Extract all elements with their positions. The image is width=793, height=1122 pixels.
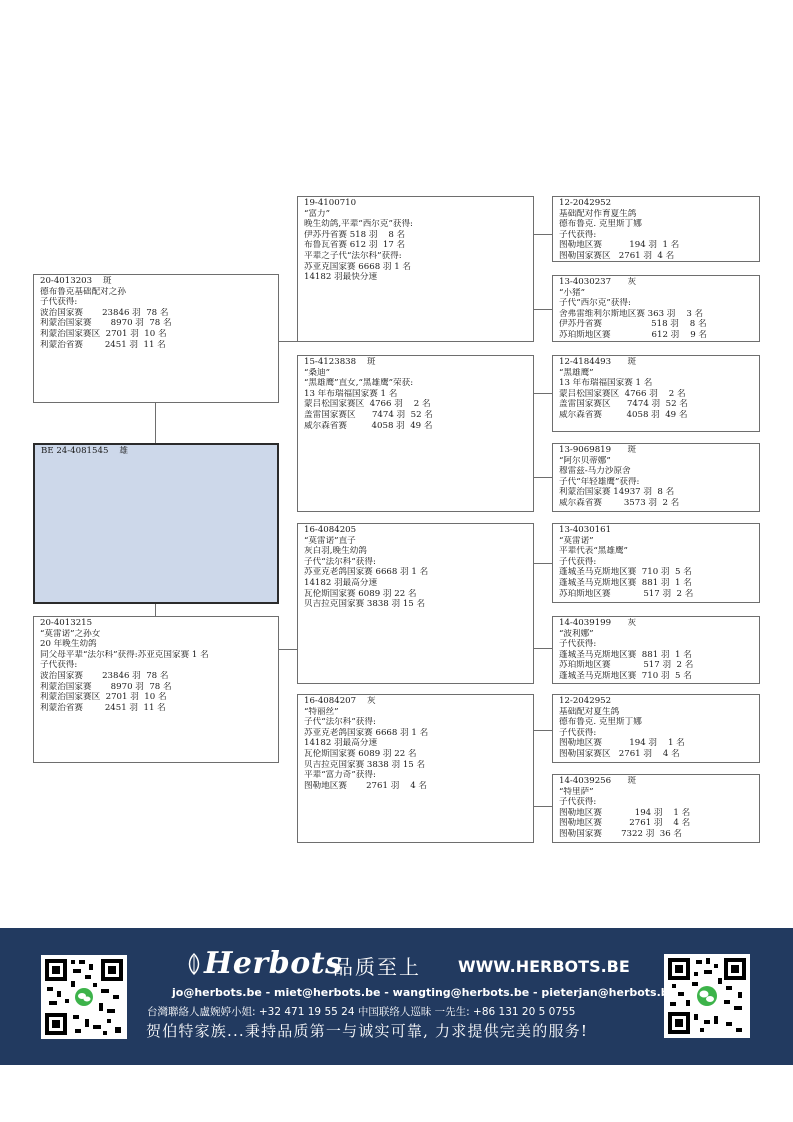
card-line: 图勒地区赛 2761 羽 4 名 bbox=[304, 780, 428, 791]
card-line: 图勒国家赛 7322 羽 36 名 bbox=[559, 828, 683, 839]
leaf-logo-icon bbox=[186, 952, 202, 976]
connector bbox=[533, 234, 552, 235]
connector bbox=[155, 603, 156, 617]
card-line: 德布鲁克. 克里斯丁娜 bbox=[559, 219, 642, 230]
card-line: 威尔森省赛 3573 羽 2 名 bbox=[559, 497, 680, 508]
card-line: 威尔森省赛 4058 羽 49 名 bbox=[304, 420, 433, 431]
card-line: “特里萨” bbox=[559, 786, 594, 797]
card-line: 子代获得: bbox=[559, 797, 597, 808]
card-line: BE 24-4081545 雄 bbox=[41, 446, 128, 456]
card-line: 12-2042952 bbox=[559, 198, 612, 208]
card-line: 子代获得: bbox=[559, 229, 597, 240]
card-line: “特丽丝” bbox=[304, 706, 339, 717]
card-line: 利蒙治国家赛 14937 羽 8 名 bbox=[559, 487, 675, 498]
card-line: 利蒙治国家赛 8970 羽 78 名 bbox=[40, 318, 172, 329]
card-line: 图勒地区赛 194 羽 1 名 bbox=[559, 738, 685, 749]
card-line: 13 年布瑞福国家赛 1 名 bbox=[304, 388, 398, 399]
card-line: 蒙吕松国家赛区 4766 羽 2 名 bbox=[304, 399, 431, 410]
card-line: 波治国家赛 23846 羽 78 名 bbox=[40, 307, 169, 318]
dss-card bbox=[552, 523, 760, 603]
connector bbox=[155, 402, 156, 443]
card-line: 子代获得: bbox=[40, 660, 78, 671]
card-line: 图勒国家赛区 2761 羽 4 名 bbox=[559, 748, 680, 759]
card-line: 贝吉拉克国家赛 3838 羽 15 名 bbox=[304, 599, 426, 610]
subject-card bbox=[33, 443, 279, 604]
card-line: 13 年布瑞福国家赛 1 名 bbox=[559, 378, 653, 389]
card-line: 14182 羽最快分速 bbox=[304, 272, 378, 283]
card-line: 贝吉拉克国家赛 3838 羽 15 名 bbox=[304, 759, 426, 770]
card-line: 苏亚克老鸽国家赛 6668 羽 1 名 bbox=[304, 567, 429, 578]
card-line: 16-4084205 bbox=[304, 525, 357, 535]
card-line: 13-4030161 bbox=[559, 525, 612, 535]
connector bbox=[533, 563, 552, 564]
card-line: “阿尔贝蒂娜” bbox=[559, 455, 611, 466]
card-line: “小猪” bbox=[559, 287, 585, 298]
connector bbox=[533, 309, 552, 310]
connector bbox=[533, 477, 552, 478]
sire-sire-card bbox=[297, 196, 534, 342]
wechat-qr-code-icon[interactable] bbox=[664, 954, 750, 1038]
card-line: 苏珀斯地区赛 517 羽 2 名 bbox=[559, 588, 694, 599]
card-line: 蓬城圣马克斯地区赛 881 羽 1 名 bbox=[559, 649, 692, 660]
card-line: 20 年晚生幼鸽 bbox=[40, 639, 97, 650]
card-line: 德布鲁克基础配对之孙 bbox=[40, 286, 126, 297]
website-link[interactable]: WWW.HERBOTS.BE bbox=[458, 957, 630, 976]
connector bbox=[278, 649, 298, 650]
card-line: 图勒国家赛区 2761 羽 4 名 bbox=[559, 250, 675, 261]
card-line: 19-4100710 bbox=[304, 198, 357, 208]
card-line: 14-4039199 灰 bbox=[559, 618, 637, 628]
card-line: 13-9069819 斑 bbox=[559, 445, 637, 455]
connector bbox=[533, 393, 552, 394]
card-line: 利蒙治省赛 2451 羽 11 名 bbox=[40, 702, 166, 713]
sire-card bbox=[33, 274, 279, 403]
ssd-card bbox=[552, 275, 760, 342]
email-list[interactable]: jo@herbots.be - miet@herbots.be - wangting@herbots.be - pieterjan@herbots.be bbox=[172, 986, 677, 999]
card-line: 蓬城圣马克斯地区赛 710 羽 5 名 bbox=[559, 670, 692, 681]
card-line: “黑雄鹰”直女,“黑雄鹰”荣获: bbox=[304, 378, 414, 389]
card-line: 布鲁瓦省赛 612 羽 17 名 bbox=[304, 240, 406, 251]
card-line: 子代“法尔科”获得: bbox=[304, 556, 376, 567]
dam-sire-card bbox=[297, 523, 534, 684]
card-line: 威尔森省赛 4058 羽 49 名 bbox=[559, 409, 688, 420]
card-line: 13-4030237 灰 bbox=[559, 277, 637, 287]
card-line: 利蒙治省赛 2451 羽 11 名 bbox=[40, 339, 166, 350]
qr-code-icon[interactable] bbox=[41, 955, 127, 1039]
dam-card bbox=[33, 616, 279, 763]
card-line: 图勒地区赛 2761 羽 4 名 bbox=[559, 818, 691, 829]
card-line: “波利娜” bbox=[559, 628, 594, 639]
card-line: 15-4123838 斑 bbox=[304, 357, 376, 367]
card-line: 图勒地区赛 194 羽 1 名 bbox=[559, 807, 691, 818]
connector bbox=[533, 648, 552, 649]
family-motto: 贺伯特家族...秉持品质第一与诚实可靠, 力求提供完美的服务! bbox=[146, 1022, 589, 1040]
sds-card bbox=[552, 355, 760, 432]
card-line: 瓦伦斯国家赛 6089 羽 22 名 bbox=[304, 588, 417, 599]
card-line: 苏珀斯地区赛 612 羽 9 名 bbox=[559, 329, 707, 340]
card-line: 平辈“富力奇”获得: bbox=[304, 770, 376, 781]
sdd-card bbox=[552, 443, 760, 512]
brand-slogan: 品质至上 bbox=[333, 955, 421, 979]
card-line: 利蒙治国家赛 8970 羽 78 名 bbox=[40, 681, 172, 692]
card-line: 子代“西尔克”获得: bbox=[559, 298, 631, 309]
card-line: “莫雷诺” bbox=[559, 535, 594, 546]
card-line: 基础配对作育夏生鸽 bbox=[559, 208, 637, 219]
card-line: 蓬城圣马克斯地区赛 881 羽 1 名 bbox=[559, 577, 692, 588]
card-line: 14182 羽最高分速 bbox=[304, 738, 378, 749]
card-line: 瓦伦斯国家赛 6089 羽 22 名 bbox=[304, 748, 417, 759]
card-line: 晚生幼鸽,平辈“西尔克”获得: bbox=[304, 219, 413, 230]
card-line: 14-4039256 斑 bbox=[559, 776, 637, 786]
card-line: “黑雄鹰” bbox=[559, 367, 594, 378]
sire-dam-card bbox=[297, 355, 534, 512]
card-line: 伊苏丹省赛 518 羽 8 名 bbox=[304, 229, 406, 240]
sss-card bbox=[552, 196, 760, 262]
card-line: 12-4184493 斑 bbox=[559, 357, 637, 367]
card-line: 利蒙治国家赛区 2701 羽 10 名 bbox=[40, 692, 167, 703]
ddd-card bbox=[552, 774, 760, 843]
connector bbox=[533, 806, 552, 807]
card-line: 20-4013215 bbox=[40, 618, 93, 628]
card-line: 子代获得: bbox=[559, 727, 597, 738]
card-line: 子代获得: bbox=[40, 297, 78, 308]
card-line: 波治国家赛 23846 羽 78 名 bbox=[40, 670, 169, 681]
card-line: 苏珀斯地区赛 517 羽 2 名 bbox=[559, 660, 694, 671]
card-line: 利蒙治国家赛区 2701 羽 10 名 bbox=[40, 328, 167, 339]
dsd-card bbox=[552, 616, 760, 684]
card-line: 盖雷国家赛区 7474 羽 52 名 bbox=[304, 409, 433, 420]
card-line: 基础配对夏生鸽 bbox=[559, 706, 620, 717]
card-line: “桑迪” bbox=[304, 367, 330, 378]
card-line: 20-4013203 斑 bbox=[40, 276, 112, 286]
card-line: 子代获得: bbox=[559, 556, 597, 567]
dam-dam-card bbox=[297, 694, 534, 843]
card-line: 德布鲁克. 克里斯丁娜 bbox=[559, 717, 642, 728]
card-line: 16-4084207 灰 bbox=[304, 696, 376, 706]
connector bbox=[278, 341, 298, 342]
card-line: 蒙吕松国家赛区 4766 羽 2 名 bbox=[559, 388, 686, 399]
card-line: 同父母平辈“法尔科”获得:苏亚克国家赛 1 名 bbox=[40, 649, 209, 660]
card-line: 12-2042952 bbox=[559, 696, 612, 706]
card-line: 伊苏丹省赛 518 羽 8 名 bbox=[559, 319, 707, 330]
card-line: 灰白羽,晚生幼鸽 bbox=[304, 546, 367, 557]
card-line: 14182 羽最高分速 bbox=[304, 577, 378, 588]
card-line: 舍弗雷维利尔斯地区赛 363 羽 3 名 bbox=[559, 308, 704, 319]
card-line: “莫雷诺”之孙女 bbox=[40, 628, 101, 639]
card-line: 苏亚克老鸽国家赛 6668 羽 1 名 bbox=[304, 727, 429, 738]
card-line: “富力” bbox=[304, 208, 330, 219]
card-line: 穆雷兹-马力沙原舍 bbox=[559, 466, 631, 477]
brand-logo: Herbots bbox=[204, 946, 343, 981]
card-line: 子代获得: bbox=[559, 639, 597, 650]
card-line: 图勒地区赛 194 羽 1 名 bbox=[559, 240, 680, 251]
connector bbox=[533, 730, 552, 731]
card-line: 平辈之子代“法尔科”获得: bbox=[304, 250, 402, 261]
dds-card bbox=[552, 694, 760, 763]
card-line: 平辈代表“黑雄鹰” bbox=[559, 546, 628, 557]
card-line: 子代“年轻雄鹰”获得: bbox=[559, 476, 640, 487]
card-line: 苏亚克国家赛 6668 羽 1 名 bbox=[304, 261, 412, 272]
card-line: “莫雷诺”直子 bbox=[304, 535, 356, 546]
contact-phones: 台灣聯絡人盧婉婷小姐: +32 471 19 55 24 中国联络人巡昧 一先生: +86 131 20 5 0755 bbox=[147, 1006, 576, 1018]
card-line: 子代“法尔科”获得: bbox=[304, 717, 376, 728]
card-line: 蓬城圣马克斯地区赛 710 羽 5 名 bbox=[559, 567, 692, 578]
card-line: 盖雷国家赛区 7474 羽 52 名 bbox=[559, 399, 688, 410]
